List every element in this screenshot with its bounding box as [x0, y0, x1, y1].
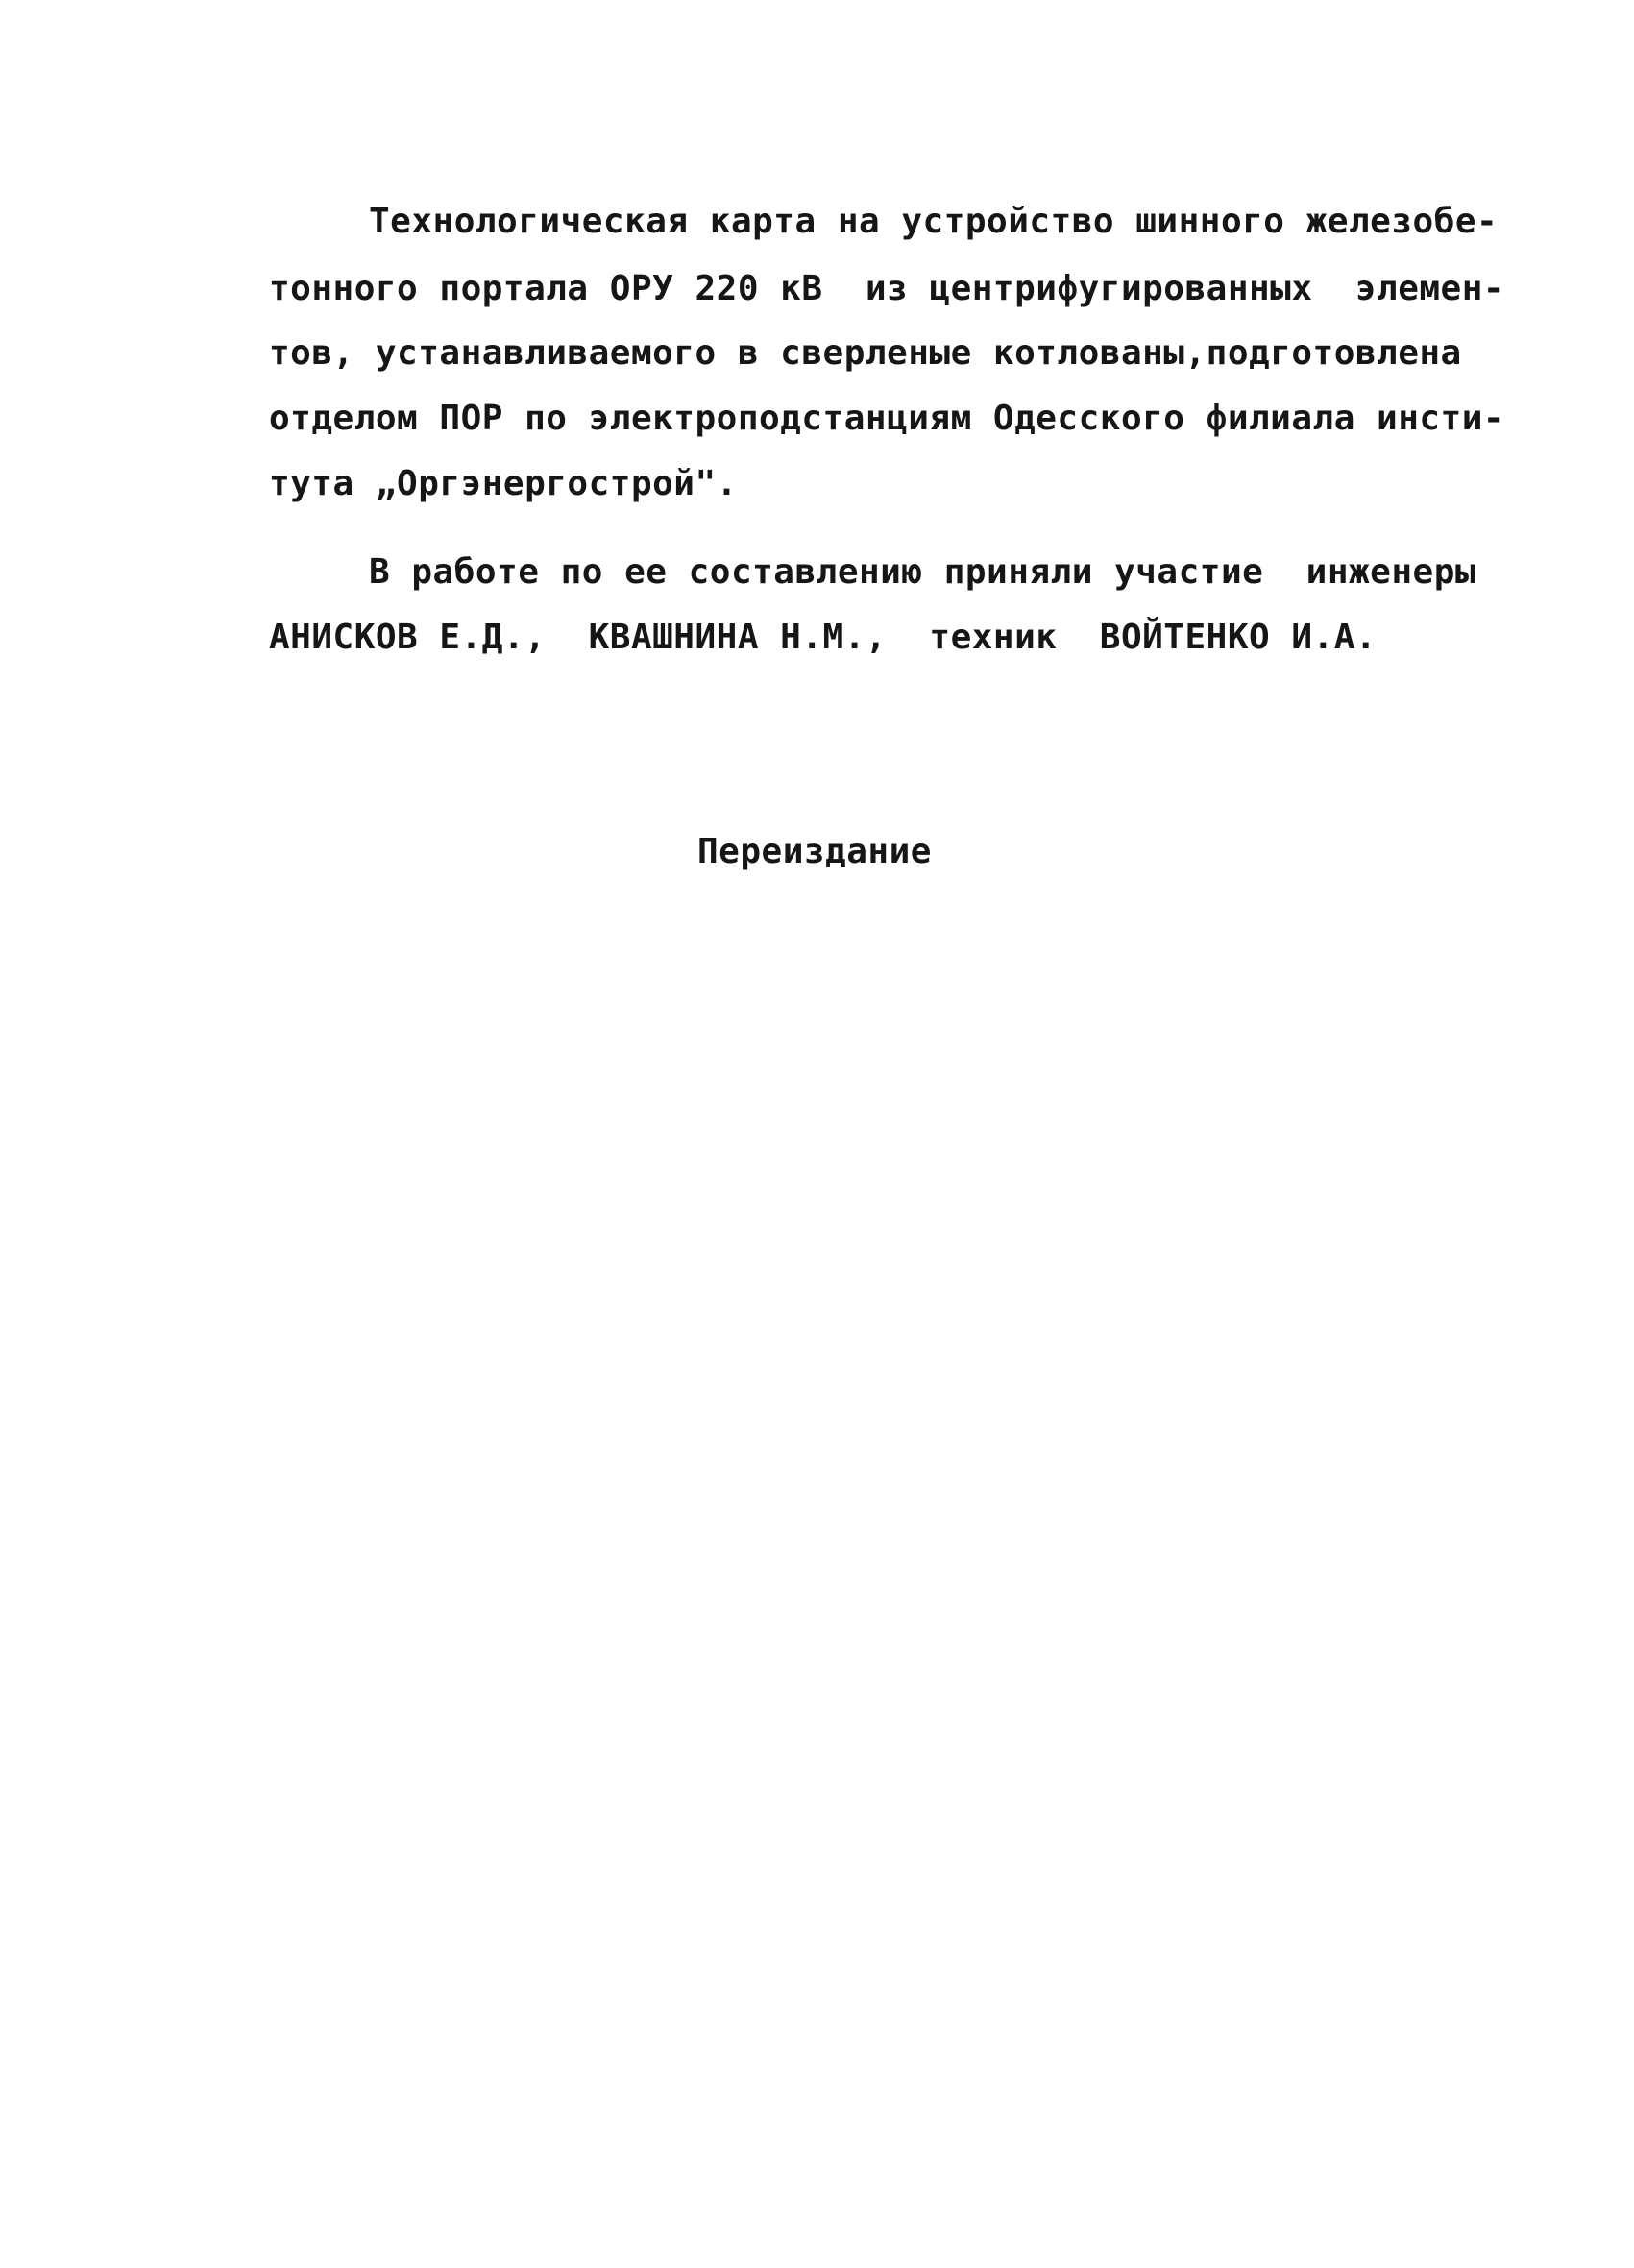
paragraph-1-line-5: тута „Оргэнергострой".: [269, 464, 738, 503]
paragraph-1-line-2: тонного портала ОРУ 220 кВ из центрифугированных элемен-: [269, 269, 1505, 308]
paragraph-1: [0, 0, 1634, 503]
paragraph-2-line-2: АНИСКОВ Е.Д., КВАШНИНА Н.М., техник ВОЙТЕНКО И.А.: [269, 618, 1378, 657]
paragraph-1-line-4: отделом ПОР по электроподстанциям Одесского филиала инсти-: [269, 399, 1505, 438]
paragraph-1-line-3: тов, устанавливаемого в сверленые котлованы,подготовлена: [269, 333, 1462, 373]
reissue-note: Переиздание: [697, 832, 932, 871]
paragraph-2-line-1: В работе по ее составлению приняли участие инженеры: [369, 552, 1477, 592]
paragraph-1-line-1: Технологическая карта на устройство шинного железобе-: [369, 202, 1499, 241]
